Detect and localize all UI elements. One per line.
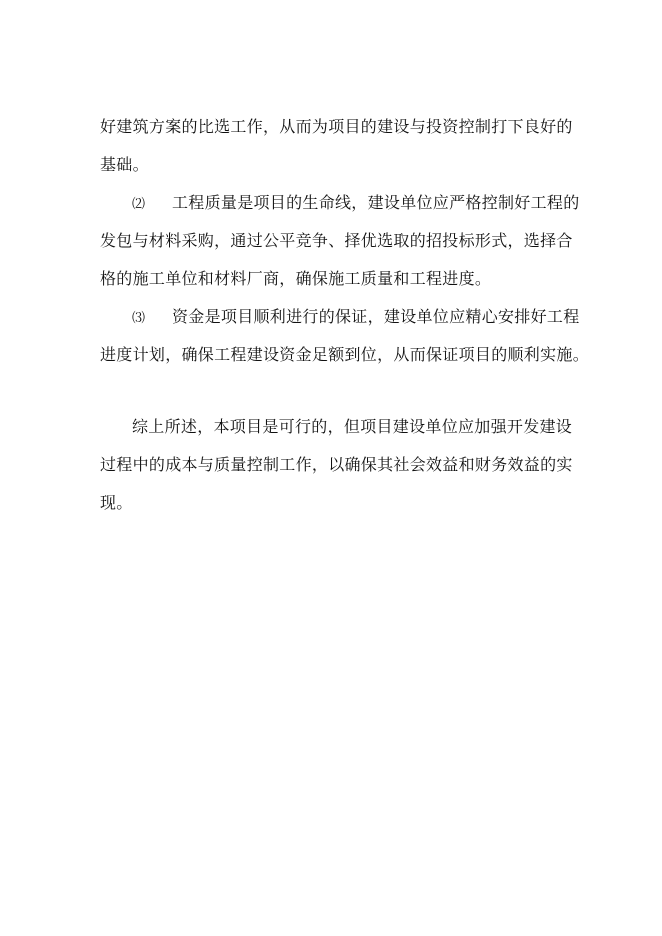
paragraph-item-3 — [100, 298, 590, 374]
paragraph-conclusion — [100, 408, 573, 522]
text-fragment: 工程质量是项目的生命线，建设单位应严格控制好工程的 — [172, 193, 580, 212]
text-line: 发包与材料采购，通过公平竞争、择优选取的招投标形式，选择合 — [100, 231, 573, 250]
text-line: 格的施工单位和材料厂商，确保施工质量和工程进度。 — [100, 269, 492, 288]
text-line: 基础。 — [100, 155, 149, 174]
text-fragment: 资金是项目顺利进行的保证，建设单位应精心安排好工程 — [172, 307, 580, 326]
text-line: 好建筑方案的比选工作，从而为项目的建设与投资控制打下良好的 — [100, 117, 573, 136]
text-line — [100, 184, 580, 222]
text-line — [100, 298, 580, 336]
text-line: 过程中的成本与质量控制工作，以确保其社会效益和财务效益的实 — [100, 455, 573, 474]
text-line: 综上所述，本项目是可行的，但项目建设单位应加强开发建设 — [132, 417, 573, 436]
item-number: ⑵ — [132, 197, 146, 212]
paragraph-spacer — [100, 374, 570, 408]
paragraph-item-2 — [100, 184, 580, 298]
document-body — [100, 108, 590, 522]
paragraph-continuation — [100, 108, 573, 184]
text-line: 现。 — [100, 493, 133, 512]
item-number: ⑶ — [132, 311, 146, 326]
text-line: 进度计划，确保工程建设资金足额到位，从而保证项目的顺利实施。 — [100, 345, 590, 364]
